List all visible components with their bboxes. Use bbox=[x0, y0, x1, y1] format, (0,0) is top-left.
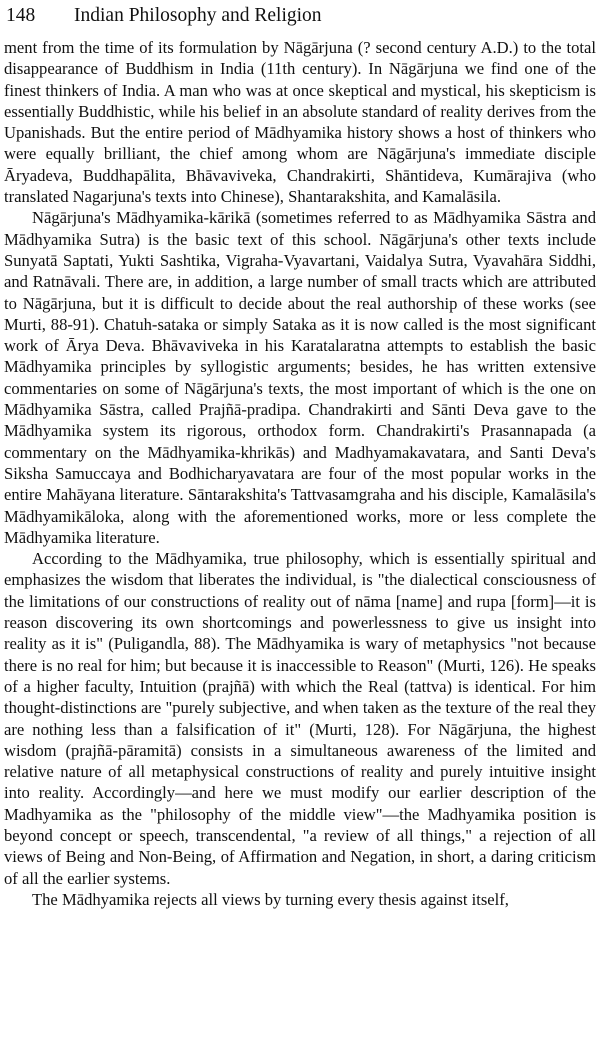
paragraph-true-philosophy: According to the Mādhyamika, true philosophy, which is essentially spiritual and emphasizes the wisdom that liberates the individual, is "the dialectical consciousness of the limitations of our constructions of reality out of nāma [name] and rupa [form]—it is reason discovering its own shortcomings and powerlessness to give us insight into reality as it is" (Puligandla, 88). The Mādhyamika is wary of metaphysics "not because there is no real for him; but because it is inaccessible to Reason" (Murti, 126). He speaks of a higher faculty, Intuition (prajñā) with which the Real (tattva) is identical. For him thought-distinctions are "purely subjective, and when taken as the texture of the real they are nothing less than a falsification of it" (Murti, 128). For Nāgārjuna, the highest wisdom (prajñā-pāramitā) consists in a simultaneous awareness of the limited and relative nature of all metaphysical constructions of reality and purely intuitive insight into reality. Accordingly—and here we must modify our earlier description of the Madhyamika as the "philosophy of the middle view"—the Madhyamika position is beyond concept or speech, transcendental, "a review of all things," a rejection of all views of Being and Non-Being, of Affirmation and Negation, in short, a daring criticism of all the earlier systems. bbox=[4, 549, 596, 888]
running-title: Indian Philosophy and Religion bbox=[74, 5, 322, 26]
page-body bbox=[4, 37, 596, 910]
paragraph-rejects-views: The Mādhyamika rejects all views by turning every thesis against itself, bbox=[32, 889, 509, 909]
page-number: 148 bbox=[6, 5, 36, 26]
page-header bbox=[6, 1, 594, 31]
paragraph-continuation: ment from the time of its formulation by Nāgārjuna (? second century A.D.) to the total disappearance of Buddhism in India (11th century). In Nāgārjuna we find one of the finest thinkers of India. A man who was at once skeptical and mystical, his skepticism is essentially Buddhistic, while his belief in an absolute standard of reality derives from the Upanishads. But the entire period of Mādhyamika history shows a host of thinkers who were equally brilliant, the chief among whom are Nāgārjuna's immediate disciple Āryadeva, Buddhapālita, Bhāvaviveka, Chandrakirti, Shāntideva, Kumārajiva (who translated Nagarjuna's texts into Chinese), Shantarakshita, and Kamalāsila. bbox=[4, 38, 596, 207]
paragraph-madhyamika-texts: Nāgārjuna's Mādhyamika-kārikā (sometimes referred to as Mādhyamika Sāstra and Mādhyamika Sutra) is the basic text of this school. Nāgārjuna's other texts include Sunyatā Saptati, Yukti Sashtika, Vigraha-Vyavartani, Vaidalya Sutra, Vyavahāra Siddhi, and Ratnāvali. There are, in addition, a large number of small tracts which are attributed to Nāgārjuna, but it is difficult to decide about the real authorship of these works (see Murti, 88-91). Chatuh-sataka or simply Sataka as it is now called is the most significant work of Ārya Deva. Bhāvaviveka in his Karatalaratna attempts to establish the basic Mādhyamika principles by syllogistic arguments; besides, he has written extensive commentaries on some of Nāgārjuna's texts, the most important of which is the one on Mādhyamika Sāstra, called Prajñā-pradipa. Chandrakirti and Sānti Deva gave to the Mādhyamika system its rigorous, orthodox form. Chandrakirti's Prasannapada (a commentary on the Mādhyamika-khrikās) and Madhyamakavatara, and Santi Deva's Siksha Samuccaya and Bodhicharyavatara are four of the most popular works in the entire Mahāyana literature. Sāntarakshita's Tattvasamgraha and his disciple, Kamalāsila's Mādhyamikāloka, along with the aforementioned works, more or less complete the Mādhyamika literature. bbox=[4, 208, 596, 547]
